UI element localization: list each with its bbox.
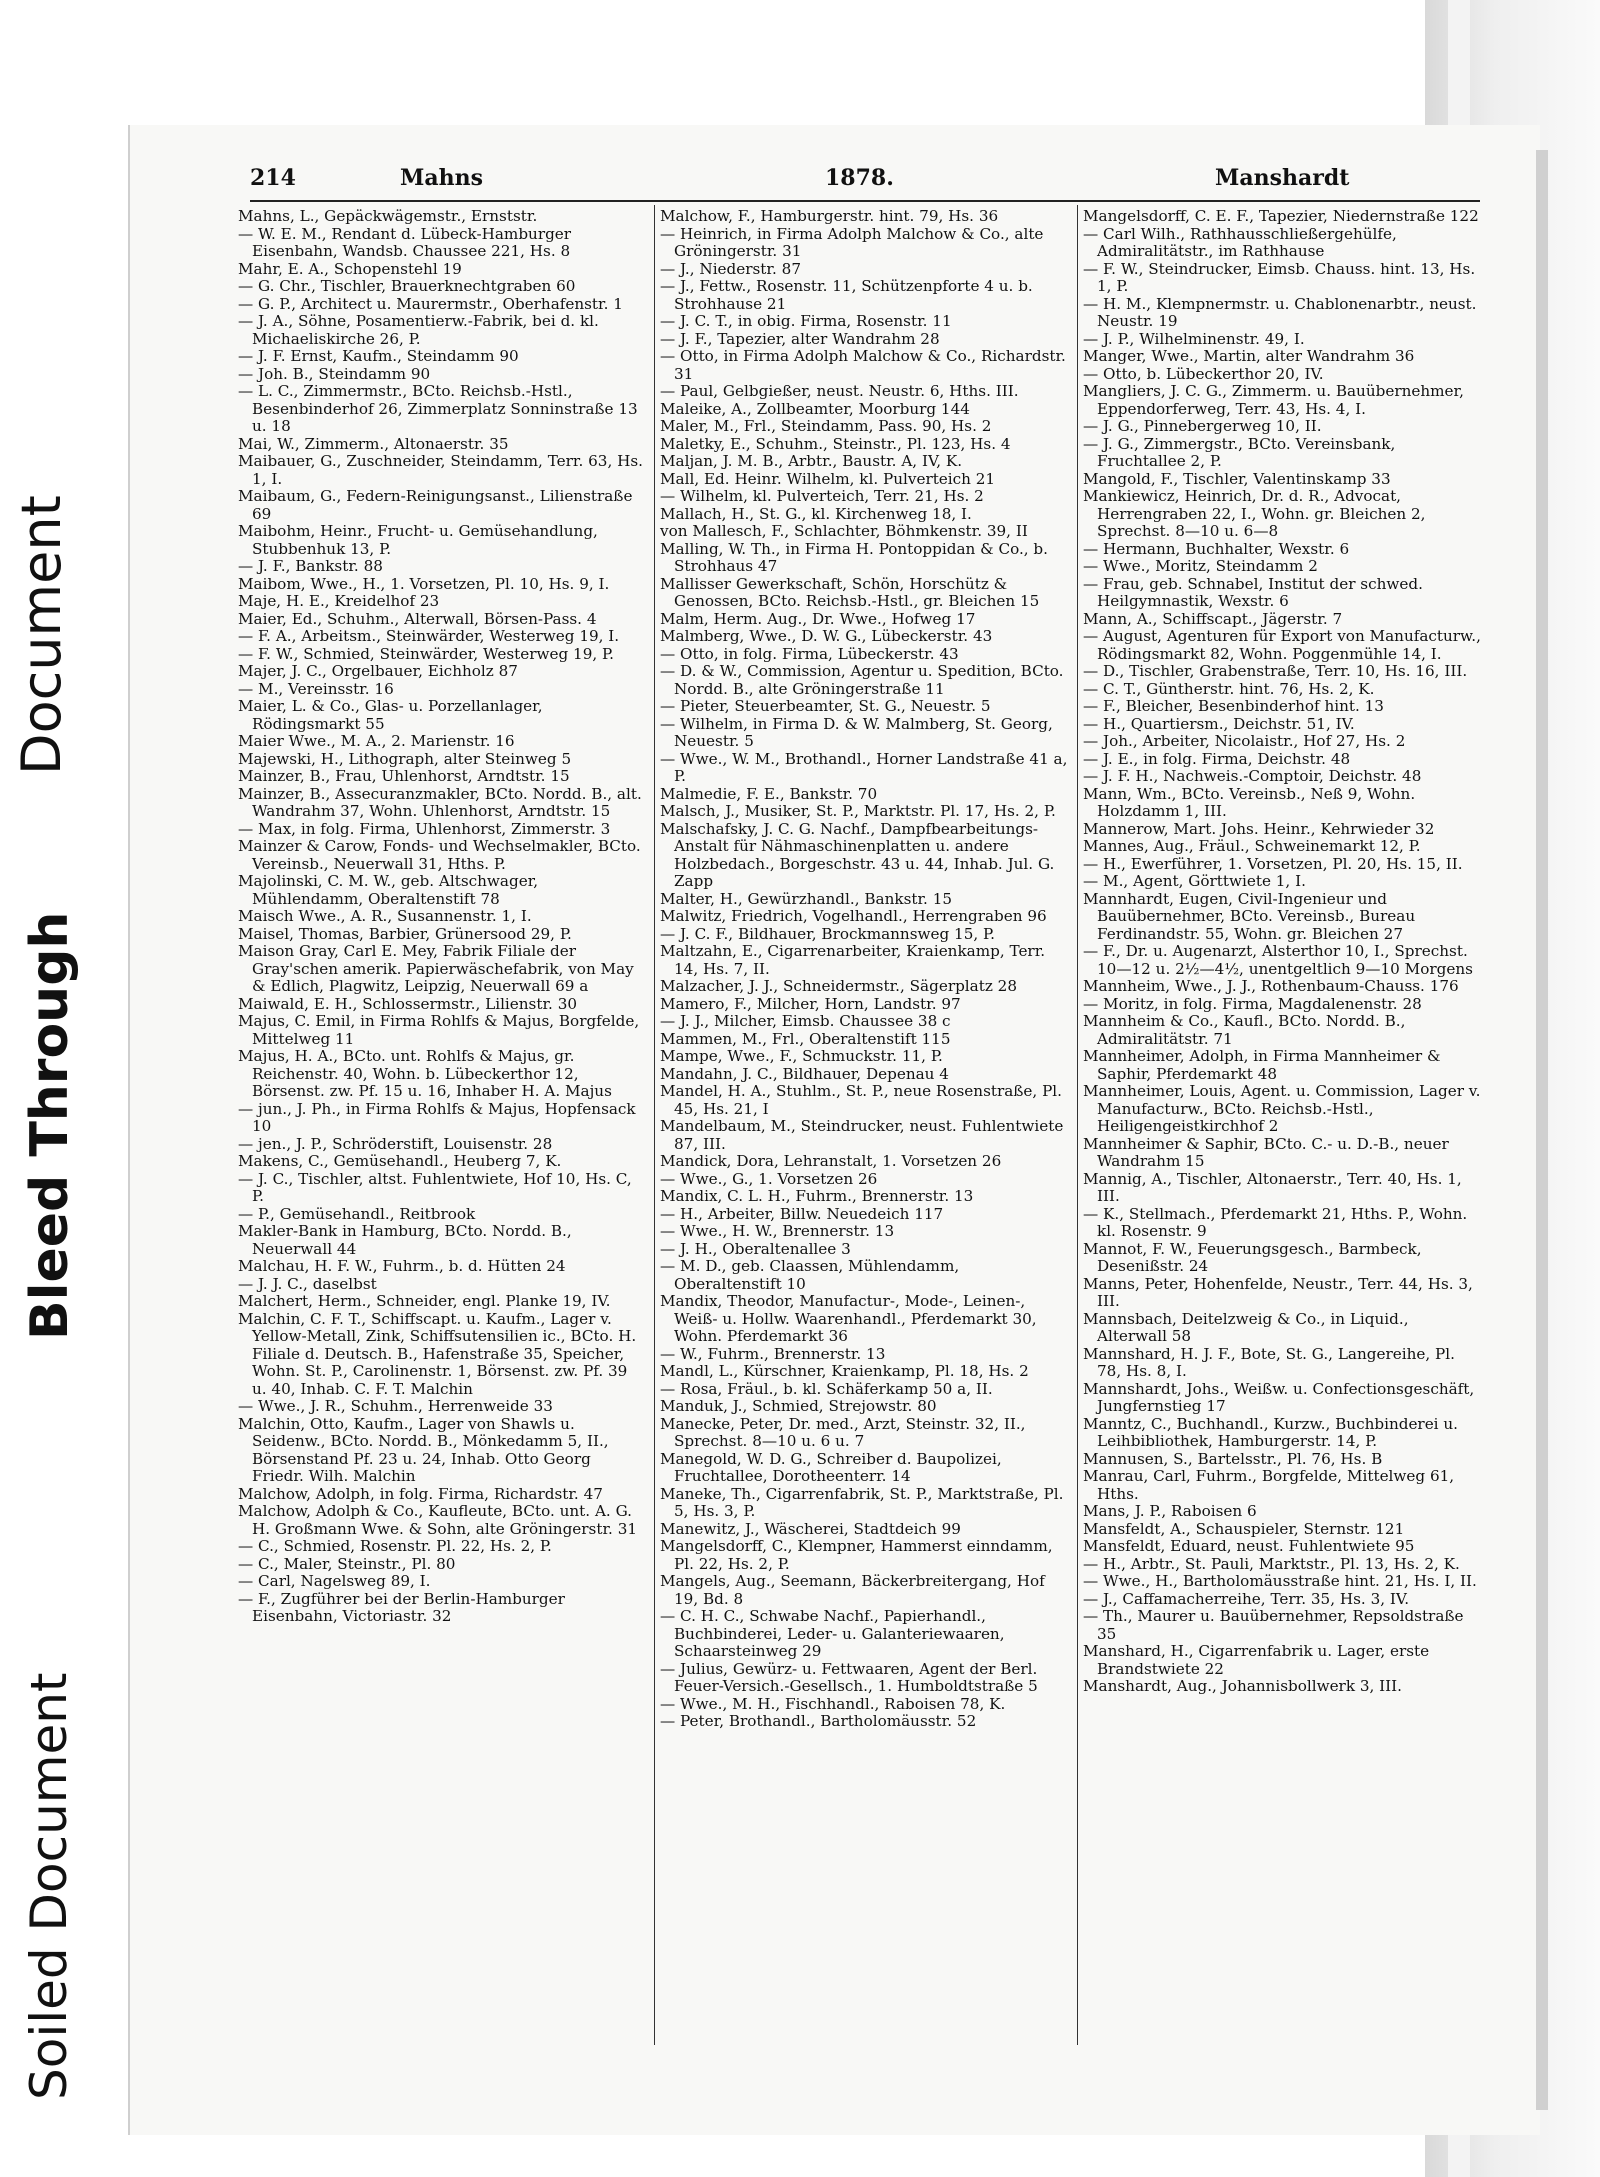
directory-entry: Majolinski, C. M. W., geb. Altschwager, Mühlendamm, Oberaltenstift 78 — [238, 872, 539, 908]
directory-entry: Maisel, Thomas, Barbier, Grünersood 29, P. — [238, 924, 572, 943]
directory-entry: Mankiewicz, Heinrich, Dr. d. R., Advocat, Herrengraben 22, I., Wohn. gr. Bleichen 2, Sprechst. 8—10 u. 6—8 — [1083, 487, 1426, 540]
directory-entry: Mannhardt, Eugen, Civil-Ingenieur und Bauübernehmer, BCto. Vereinsb., Bureau Ferdinandstr. 55, Wohn. gr. Bleichen 27 — [1083, 889, 1416, 943]
directory-entry: Mandelbaum, M., Steindrucker, neust. Fuhlentwiete 87, III. — [660, 1117, 1064, 1153]
directory-entry: Mannheimer, Adolph, in Firma Mannheimer & Saphir, Pferdemarkt 48 — [1083, 1047, 1441, 1083]
directory-entry: Mallach, H., St. G., kl. Kirchenweg 18, I. — [660, 504, 972, 523]
directory-entry: Mampe, Wwe., F., Schmuckstr. 11, P. — [660, 1047, 943, 1065]
directory-entry: Maison Gray, Carl E. Mey, Fabrik Filiale der Gray'schen amerik. Papierwäschefabrik, von May & Edlich, Plagwitz, Leipzig, Neuerwall 69 a — [238, 942, 634, 995]
directory-entry: Maibohm, Heinr., Frucht- u. Gemüsehandlung, Stubbenhuk 13, P. — [238, 522, 598, 558]
directory-entry: — J. H., Oberaltenallee 3 — [660, 1239, 851, 1258]
directory-entry: — F. W., Steindrucker, Eimsb. Chauss. hint. 13, Hs. 1, P. — [1083, 259, 1476, 295]
directory-entry: Mannshard, H. J. F., Bote, St. G., Langereihe, Pl. 78, Hs. 8, I. — [1083, 1344, 1455, 1380]
directory-entry: — K., Stellmach., Pferdemarkt 21, Hths. P., Wohn. kl. Rosenstr. 9 — [1083, 1204, 1468, 1240]
directory-entry: Makler-Bank in Hamburg, BCto. Nordd. B., Neuerwall 44 — [238, 1222, 572, 1258]
directory-entry: — J. C., Tischler, altst. Fuhlentwiete, Hof 10, Hs. C, P. — [238, 1169, 632, 1205]
directory-entry: Malchau, H. F. W., Fuhrm., b. d. Hütten 24 — [238, 1257, 566, 1275]
directory-entry: Manntz, C., Buchhandl., Kurzw., Buchbinderei u. Leihbibliothek, Hamburgerstr. 14, P. — [1083, 1414, 1458, 1450]
directory-entry: — J. P., Wilhelminenstr. 49, I. — [1083, 329, 1305, 348]
directory-entry: — L. C., Zimmermstr., BCto. Reichsb.-Hstl., Besenbinderhof 26, Zimmerplatz Sonninstraße 13 u. 18 — [238, 382, 638, 435]
directory-entry: — Otto, in Firma Adolph Malchow & Co., Richardstr. 31 — [660, 347, 1066, 383]
directory-entry: Maler, M., Frl., Steindamm, Pass. 90, Hs. 2 — [660, 417, 992, 435]
directory-entry: — C. H. C., Schwabe Nachf., Papierhandl., Buchbinderei, Leder- u. Galanteriewaaren, Schaarsteinweg 29 — [660, 1607, 1005, 1660]
directory-entry: — Max, in folg. Firma, Uhlenhorst, Zimmerstr. 3 — [238, 819, 611, 838]
directory-entry: — M. D., geb. Claassen, Mühlendamm, Oberaltenstift 10 — [660, 1257, 960, 1293]
directory-entry: Malschafsky, J. C. G. Nachf., Dampfbearbeitungs-Anstalt für Nähmaschinenplatten u. andere Holzbedach., Borgeschstr. 43 u. 44, Inhab. Jul. G. Zapp — [660, 819, 1055, 890]
directory-entry: Manduk, J., Schmied, Strejowstr. 80 — [660, 1397, 937, 1415]
directory-entry: — H., Quartiersm., Deichstr. 51, IV. — [1083, 714, 1355, 733]
directory-entry: Malsch, J., Musiker, St. P., Marktstr. Pl. 17, Hs. 2, P. — [660, 802, 1056, 820]
directory-entry: Mannerow, Mart. Johs. Heinr., Kehrwieder 32 — [1083, 819, 1435, 838]
directory-entry: Mandix, C. L. H., Fuhrm., Brennerstr. 13 — [660, 1187, 974, 1205]
directory-entry: Maleike, A., Zollbeamter, Moorburg 144 — [660, 399, 970, 418]
directory-entry: Maibaum, G., Federn-Reinigungsanst., Lilienstraße 69 — [238, 487, 633, 523]
directory-entry: Malchert, Herm., Schneider, engl. Planke 19, IV. — [238, 1292, 611, 1310]
directory-entry: — D. & W., Commission, Agentur u. Spedition, BCto. Nordd. B., alte Gröningerstraße 11 — [660, 662, 1064, 698]
directory-entry: Manewitz, J., Wäscherei, Stadtdeich 99 — [660, 1519, 961, 1538]
directory-entry: — Joh., Arbeiter, Nicolaistr., Hof 27, Hs. 2 — [1083, 732, 1406, 750]
right-keyword: Manshardt — [1215, 165, 1350, 191]
directory-entry: — Julius, Gewürz- u. Fettwaaren, Agent der Berl. Feuer-Versich.-Gesellsch., 1. Humboldtstraße 5 — [660, 1659, 1038, 1695]
directory-entry: Maneke, Th., Cigarrenfabrik, St. P., Marktstraße, Pl. 5, Hs. 3, P. — [660, 1484, 1064, 1520]
directory-entry: — Heinrich, in Firma Adolph Malchow & Co., alte Gröningerstr. 31 — [660, 224, 1044, 260]
directory-entry: Manshard, H., Cigarrenfabrik u. Lager, erste Brandstwiete 22 — [1083, 1642, 1430, 1678]
directory-entry: Mainzer, B., Assecuranzmakler, BCto. Nordd. B., alt. Wandrahm 37, Wohn. Uhlenhorst, Arndtstr. 15 — [238, 784, 642, 820]
side-label-bleed: Bleed Through — [20, 911, 80, 1340]
column-divider — [654, 205, 655, 2045]
directory-entry: Manshardt, Aug., Johannisbollwerk 3, III. — [1083, 1677, 1402, 1695]
directory-entry: — H., Arbtr., St. Pauli, Marktstr., Pl. 13, Hs. 2, K. — [1083, 1554, 1460, 1573]
directory-entry: — J. E., in folg. Firma, Deichstr. 48 — [1083, 749, 1351, 768]
directory-entry: Mannshardt, Johs., Weißw. u. Confectionsgeschäft, Jungfernstieg 17 — [1083, 1379, 1475, 1415]
directory-entry: — Frau, geb. Schnabel, Institut der schwed. Heilgymnastik, Wexstr. 6 — [1083, 574, 1423, 610]
directory-entry: Mahns, L., Gepäckwägemstr., Ernststr. — [238, 207, 538, 225]
directory-entry: Majus, H. A., BCto. unt. Rohlfs & Majus, gr. Reichenstr. 40, Wohn. b. Lübeckerthor 12, Börsenst. zw. Pf. 15 u. 16, Inhaber H. A. Majus — [238, 1047, 612, 1100]
directory-entry: — D., Tischler, Grabenstraße, Terr. 10, Hs. 16, III. — [1083, 662, 1468, 680]
directory-entry: Maier, L. & Co., Glas- u. Porzellanlager, Rödingsmarkt 55 — [238, 697, 543, 733]
directory-entry: Mangels, Aug., Seemann, Bäckerbreitergang, Hof 19, Bd. 8 — [660, 1572, 1045, 1608]
directory-entry: — C., Maler, Steinstr., Pl. 80 — [238, 1554, 456, 1573]
directory-entry: — J. G., Pinnebergerweg 10, II. — [1083, 417, 1322, 435]
directory-entry: — W., Fuhrm., Brennerstr. 13 — [660, 1344, 886, 1363]
directory-entry: Manger, Wwe., Martin, alter Wandrahm 36 — [1083, 347, 1415, 365]
directory-entry: Mannusen, S., Bartelsstr., Pl. 76, Hs. B — [1083, 1449, 1383, 1468]
directory-entry: — J. A., Söhne, Posamentierw.-Fabrik, bei d. kl. Michaeliskirche 26, P. — [238, 312, 599, 348]
directory-entry: — J., Fettw., Rosenstr. 11, Schützenpforte 4 u. b. Strohhause 21 — [660, 277, 1033, 313]
directory-entry: Majer, J. C., Orgelbauer, Eichholz 87 — [238, 662, 518, 680]
directory-entry: — jen., J. P., Schröderstift, Louisenstr. 28 — [238, 1134, 553, 1153]
directory-entry: — Otto, b. Lübeckerthor 20, IV. — [1083, 364, 1324, 383]
header-rule — [250, 200, 1480, 202]
directory-entry: Majus, C. Emil, in Firma Rohlfs & Majus, Borgfelde, Mittelweg 11 — [238, 1012, 640, 1048]
directory-entry: — W. E. M., Rendant d. Lübeck-Hamburger Eisenbahn, Wandsb. Chaussee 221, Hs. 8 — [238, 224, 572, 260]
year: 1878. — [825, 165, 894, 191]
directory-entry: Maiwald, E. H., Schlossermstr., Lilienstr. 30 — [238, 994, 578, 1013]
directory-entry: — F., Bleicher, Besenbinderhof hint. 13 — [1083, 697, 1384, 715]
directory-entry: — J. J. C., daselbst — [238, 1274, 377, 1293]
directory-entry: — Paul, Gelbgießer, neust. Neustr. 6, Hths. III. — [660, 382, 1019, 400]
directory-entry: Mannsbach, Deitelzweig & Co., in Liquid., Alterwall 58 — [1083, 1309, 1409, 1345]
directory-entry: Mallisser Gewerkschaft, Schön, Horschütz & Genossen, BCto. Reichsb.-Hstl., gr. Bleichen 15 — [660, 574, 1040, 610]
directory-entry: — jun., J. Ph., in Firma Rohlfs & Majus, Hopfensack 10 — [238, 1099, 636, 1135]
directory-entry: Maier Wwe., M. A., 2. Marienstr. 16 — [238, 732, 515, 750]
directory-entry: Mann, Wm., BCto. Vereinsb., Neß 9, Wohn. Holzdamm 1, III. — [1083, 784, 1416, 820]
directory-entry: Mangelsdorff, C., Klempner, Hammerst einndamm, Pl. 22, Hs. 2, P. — [660, 1537, 1053, 1573]
directory-entry: — J. F., Tapezier, alter Wandrahm 28 — [660, 329, 940, 348]
directory-entry: Mangliers, J. C. G., Zimmerm. u. Bauübernehmer, Eppendorferweg, Terr. 43, Hs. 4, I. — [1083, 382, 1464, 418]
directory-entry: Malchow, Adolph & Co., Kaufleute, BCto. unt. A. G. H. Großmann Wwe. & Sohn, alte Gröningerstr. 31 — [238, 1502, 638, 1538]
directory-entry: Maibauer, G., Zuschneider, Steindamm, Terr. 63, Hs. 1, I. — [238, 452, 643, 488]
directory-entry: Makens, C., Gemüsehandl., Heuberg 7, K. — [238, 1152, 562, 1170]
directory-entry: Maibom, Wwe., H., 1. Vorsetzen, Pl. 10, Hs. 9, I. — [238, 574, 610, 593]
directory-entry: Mansfeldt, Eduard, neust. Fuhlentwiete 95 — [1083, 1537, 1415, 1555]
left-keyword: Mahns — [400, 165, 483, 191]
directory-entry: — J. F. Ernst, Kaufm., Steindamm 90 — [238, 347, 519, 365]
directory-entry: Mandahn, J. C., Bildhauer, Depenau 4 — [660, 1064, 949, 1083]
directory-entry: Malm, Herm. Aug., Dr. Wwe., Hofweg 17 — [660, 609, 976, 628]
directory-entry: — H., Arbeiter, Billw. Neuedeich 117 — [660, 1204, 944, 1223]
directory-entry: Malchow, F., Hamburgerstr. hint. 79, Hs. 36 — [660, 207, 999, 225]
directory-entry: — Wwe., Moritz, Steindamm 2 — [1083, 557, 1318, 575]
directory-entry: Malter, H., Gewürzhandl., Bankstr. 15 — [660, 889, 953, 908]
directory-entry: Manns, Peter, Hohenfelde, Neustr., Terr. 44, Hs. 3, III. — [1083, 1274, 1473, 1310]
directory-entry: Mannes, Aug., Fräul., Schweinemarkt 12, P. — [1083, 837, 1421, 855]
directory-entry: — F., Dr. u. Augenarzt, Alsterthor 10, I., Sprechst. 10—12 u. 2½—4½, unentgeltlich 9—10 Morgens — [1083, 942, 1473, 978]
directory-entry: Malmedie, F. E., Bankstr. 70 — [660, 784, 878, 803]
directory-entry: Mannot, F. W., Feuerungsgesch., Barmbeck, Desenißstr. 24 — [1083, 1239, 1422, 1275]
column-divider — [1077, 205, 1078, 2045]
directory-entry: — C. T., Güntherstr. hint. 76, Hs. 2, K. — [1083, 679, 1375, 698]
directory-entry: Malchin, Otto, Kaufm., Lager von Shawls u. Seidenw., BCto. Nordd. B., Mönkedamm 5, II., Börsenstand Pf. 23 u. 24, Inhab. Otto Georg Friedr. Wilh. Malchin — [238, 1414, 609, 1485]
directory-entry: Mainzer & Carow, Fonds- und Wechselmakler, BCto. Vereinsb., Neuerwall 31, Hths. P. — [238, 837, 641, 873]
directory-entry: — Wwe., G., 1. Vorsetzen 26 — [660, 1169, 878, 1188]
directory-entry: Mansfeldt, A., Schauspieler, Sternstr. 121 — [1083, 1519, 1405, 1538]
column-1 — [238, 208, 643, 1626]
directory-entry: Maltzahn, E., Cigarrenarbeiter, Kraienkamp, Terr. 14, Hs. 7, II. — [660, 942, 1046, 978]
directory-entry: — P., Gemüsehandl., Reitbrook — [238, 1204, 476, 1223]
directory-entry: Mai, W., Zimmerm., Altonaerstr. 35 — [238, 434, 509, 453]
directory-entry: Mannheimer & Saphir, BCto. C.- u. D.-B., neuer Wandrahm 15 — [1083, 1134, 1449, 1170]
directory-entry: Mammen, M., Frl., Oberaltenstift 115 — [660, 1029, 951, 1048]
directory-entry: — Wwe., J. R., Schuhm., Herrenweide 33 — [238, 1397, 553, 1415]
directory-entry: Mangold, F., Tischler, Valentinskamp 33 — [1083, 469, 1391, 488]
directory-entry: — Wwe., W. M., Brothandl., Horner Landstraße 41 a, P. — [660, 749, 1068, 785]
directory-entry: — M., Vereinsstr. 16 — [238, 679, 394, 698]
directory-entry: Maier, Ed., Schuhm., Alterwall, Börsen-Pass. 4 — [238, 609, 597, 628]
directory-entry: Majewski, H., Lithograph, alter Steinweg 5 — [238, 749, 572, 768]
directory-entry: — Peter, Brothandl., Bartholomäusstr. 52 — [660, 1712, 977, 1730]
directory-entry: Mann, A., Schiffscapt., Jägerstr. 7 — [1083, 609, 1343, 628]
directory-entry: — J. F., Bankstr. 88 — [238, 557, 383, 575]
directory-entry: — Wwe., M. H., Fischhandl., Raboisen 78, K. — [660, 1694, 1006, 1713]
directory-entry: — J. F. H., Nachweis.-Comptoir, Deichstr. 48 — [1083, 767, 1422, 785]
directory-entry: — H. M., Klempnermstr. u. Chablonenarbtr., neust. Neustr. 19 — [1083, 294, 1477, 330]
directory-entry: — Th., Maurer u. Bauübernehmer, Repsoldstraße 35 — [1083, 1607, 1464, 1643]
directory-entry: Mandick, Dora, Lehranstalt, 1. Vorsetzen 26 — [660, 1152, 1002, 1170]
directory-entry: — Pieter, Steuerbeamter, St. G., Neuestr. 5 — [660, 697, 991, 715]
directory-entry: Malzacher, J. J., Schneidermstr., Sägerplatz 28 — [660, 977, 1017, 995]
directory-entry: Mainzer, B., Frau, Uhlenhorst, Arndtstr. 15 — [238, 767, 570, 785]
directory-entry: Mannheim, Wwe., J. J., Rothenbaum-Chauss. 176 — [1083, 977, 1459, 995]
page-edge — [1536, 150, 1548, 2110]
directory-entry: — Wilhelm, kl. Pulverteich, Terr. 21, Hs. 2 — [660, 487, 984, 505]
directory-entry: — Joh. B., Steindamm 90 — [238, 364, 431, 383]
directory-entry: Manecke, Peter, Dr. med., Arzt, Steinstr. 32, II., Sprechst. 8—10 u. 6 u. 7 — [660, 1414, 1026, 1450]
directory-entry: Mannig, A., Tischler, Altonaerstr., Terr. 40, Hs. 1, III. — [1083, 1169, 1462, 1205]
directory-entry: Malchin, C. F. T., Schiffscapt. u. Kaufm., Lager v. Yellow-Metall, Zink, Schiffsutensilien ic., BCto. H. Filiale d. Deutsch. B., Hafenstraße 35, Speicher, Wohn. St. P., Carolinenstr. 1, Börsenst. zw. Pf. 39 u. 40, Inhab. C. F. T. Malchin — [238, 1309, 637, 1398]
directory-entry: — M., Agent, Görttwiete 1, I. — [1083, 872, 1306, 890]
directory-entry: — G. P., Architect u. Maurermstr., Oberhafenstr. 1 — [238, 294, 623, 313]
directory-entry: von Mallesch, F., Schlachter, Böhmkenstr. 39, II — [660, 522, 1028, 540]
directory-entry: — Carl, Nagelsweg 89, I. — [238, 1572, 431, 1590]
directory-entry: Manrau, Carl, Fuhrm., Borgfelde, Mittelweg 61, Hths. — [1083, 1467, 1455, 1503]
directory-entry: Maljan, J. M. B., Arbtr., Baustr. A, IV, K. — [660, 452, 963, 470]
directory-entry: — G. Chr., Tischler, Brauerknechtgraben 60 — [238, 277, 576, 295]
directory-entry: — J., Caffamacherreihe, Terr. 35, Hs. 3, IV. — [1083, 1589, 1410, 1608]
directory-entry: — Otto, in folg. Firma, Lübeckerstr. 43 — [660, 644, 959, 663]
directory-entry: — H., Ewerführer, 1. Vorsetzen, Pl. 20, Hs. 15, II. — [1083, 854, 1463, 873]
directory-entry: — August, Agenturen für Export von Manufacturw., Rödingsmarkt 82, Wohn. Poggenmühle 14, I. — [1083, 627, 1481, 663]
directory-entry: — C., Schmied, Rosenstr. Pl. 22, Hs. 2, P. — [238, 1537, 552, 1555]
directory-entry: Mall, Ed. Heinr. Wilhelm, kl. Pulverteich 21 — [660, 469, 996, 488]
directory-entry: — Carl Wilh., Rathhausschließergehülfe, Admiralitätstr., im Rathhause — [1083, 224, 1397, 260]
side-label-soiled: Soiled Document — [20, 1672, 78, 2100]
directory-entry: — Wilhelm, in Firma D. & W. Malmberg, St. Georg, Neuestr. 5 — [660, 714, 1053, 750]
directory-entry: — Rosa, Fräul., b. kl. Schäferkamp 50 a, II. — [660, 1379, 993, 1398]
page-header — [250, 165, 1480, 193]
page-number: 214 — [250, 165, 296, 191]
directory-entry: — F., Zugführer bei der Berlin-Hamburger Eisenbahn, Victoriastr. 32 — [238, 1589, 565, 1625]
directory-entry: — J. C. F., Bildhauer, Brockmannsweg 15, P. — [660, 924, 995, 943]
directory-entry: — F. A., Arbeitsm., Steinwärder, Westerweg 19, I. — [238, 627, 620, 645]
directory-entry: Malchow, Adolph, in folg. Firma, Richardstr. 47 — [238, 1484, 603, 1503]
directory-entry: Mahr, E. A., Schopenstehl 19 — [238, 259, 462, 278]
directory-entry: — J. G., Zimmergstr., BCto. Vereinsbank, Fruchtallee 2, P. — [1083, 434, 1396, 470]
column-2 — [660, 208, 1068, 1731]
directory-entry: Mamero, F., Milcher, Horn, Landstr. 97 — [660, 994, 961, 1013]
directory-entry: Malling, W. Th., in Firma H. Pontoppidan & Co., b. Strohhaus 47 — [660, 539, 1048, 575]
directory-entry: — J. J., Milcher, Eimsb. Chaussee 38 c — [660, 1012, 951, 1030]
directory-entry: — Hermann, Buchhalter, Wexstr. 6 — [1083, 539, 1350, 558]
directory-entry: Malmberg, Wwe., D. W. G., Lübeckerstr. 43 — [660, 627, 993, 645]
directory-entry: Mandix, Theodor, Manufactur-, Mode-, Leinen-, Weiß- u. Hollw. Waarenhandl., Pferdemarkt 30, Wohn. Pferdemarkt 36 — [660, 1292, 1037, 1345]
directory-entry: Mandl, L., Kürschner, Kraienkamp, Pl. 18, Hs. 2 — [660, 1362, 1029, 1380]
directory-entry: — J. C. T., in obig. Firma, Rosenstr. 11 — [660, 312, 952, 330]
directory-entry: Mans, J. P., Raboisen 6 — [1083, 1502, 1257, 1520]
directory-entry: Maisch Wwe., A. R., Susannenstr. 1, I. — [238, 907, 532, 925]
side-label-document: Document — [10, 495, 73, 775]
directory-entry: — J., Niederstr. 87 — [660, 259, 801, 278]
column-3 — [1083, 208, 1483, 1696]
directory-entry: Mandel, H. A., Stuhlm., St. P., neue Rosenstraße, Pl. 45, Hs. 21, I — [660, 1082, 1062, 1118]
directory-entry: — F. W., Schmied, Steinwärder, Westerweg 19, P. — [238, 644, 614, 663]
directory-entry: — Moritz, in folg. Firma, Magdalenenstr. 28 — [1083, 994, 1422, 1013]
directory-entry: Mannheimer, Louis, Agent. u. Commission, Lager v. Manufacturw., BCto. Reichsb.-Hstl., Heiligengeistkirchhof 2 — [1083, 1082, 1481, 1135]
directory-entry: Manegold, W. D. G., Schreiber d. Baupolizei, Fruchtallee, Dorotheenterr. 14 — [660, 1449, 1002, 1485]
directory-entry: Mannheim & Co., Kaufl., BCto. Nordd. B., Admiralitätstr. 71 — [1083, 1012, 1406, 1048]
directory-entry: Maje, H. E., Kreidelhof 23 — [238, 592, 440, 610]
directory-entry: Mangelsdorff, C. E. F., Tapezier, Niedernstraße 122 — [1083, 207, 1479, 225]
directory-entry: Malwitz, Friedrich, Vogelhandl., Herrengraben 96 — [660, 907, 1047, 925]
directory-entry: — Wwe., H. W., Brennerstr. 13 — [660, 1222, 895, 1240]
directory-entry: — Wwe., H., Bartholomäusstraße hint. 21, Hs. I, II. — [1083, 1572, 1477, 1590]
directory-entry: Maletky, E., Schuhm., Steinstr., Pl. 123, Hs. 4 — [660, 434, 1011, 453]
